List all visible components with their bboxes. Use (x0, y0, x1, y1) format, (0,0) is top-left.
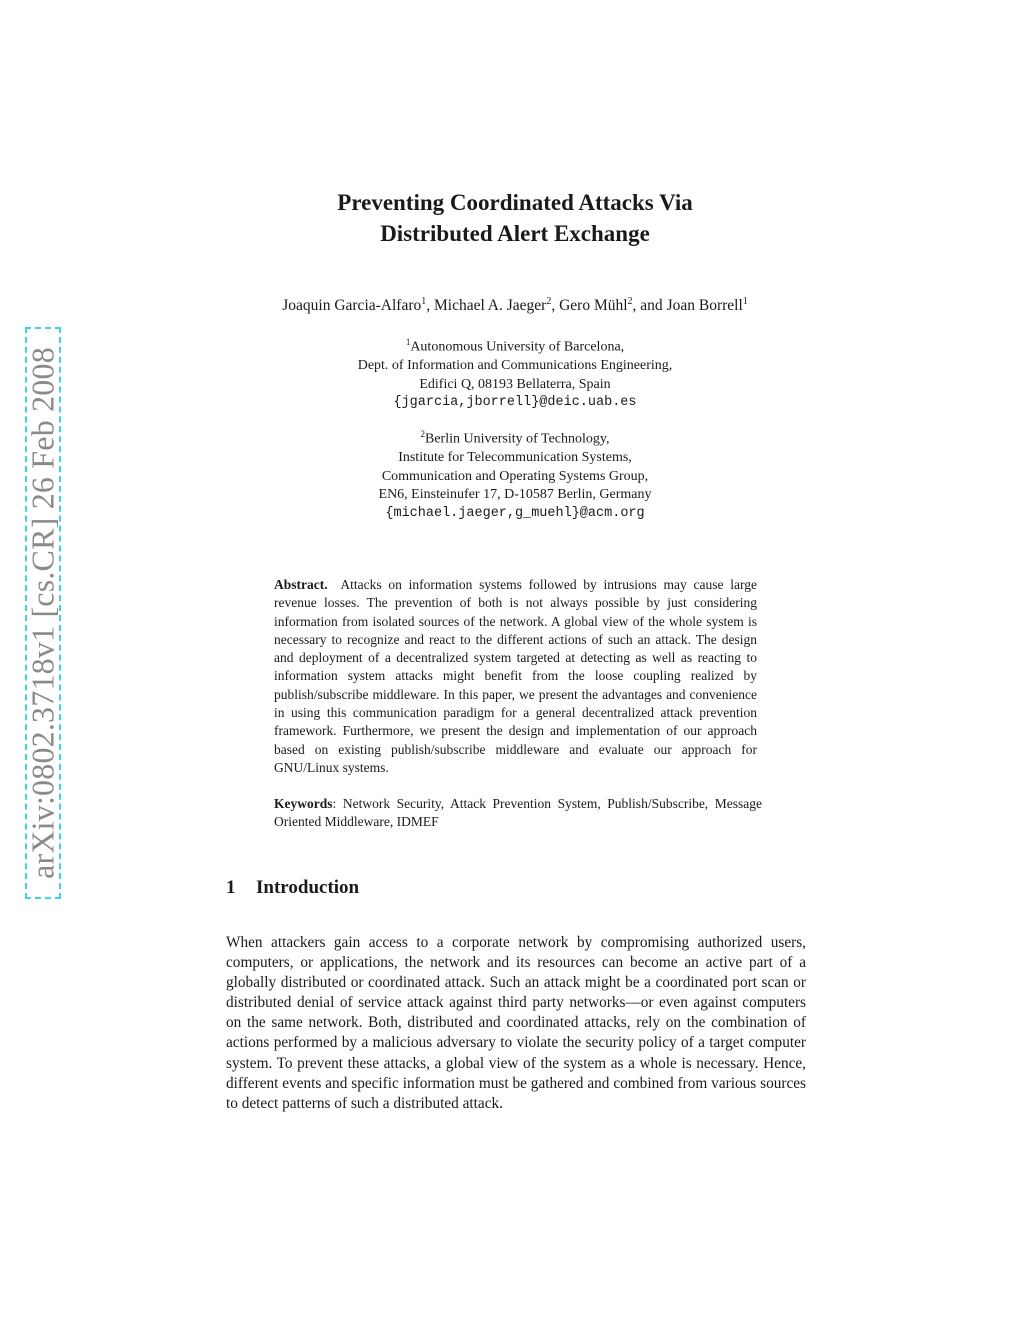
affiliation-2 (250, 425, 780, 523)
section-title: Introduction (256, 877, 360, 898)
keywords-label: Keywords (274, 796, 333, 811)
arxiv-stamp[interactable]: arXiv:0802.3718v1 [cs.CR] 26 Feb 2008 (24, 347, 61, 879)
author-affil-mark: 2 (546, 296, 552, 307)
author-name: Gero Mühl (559, 297, 628, 315)
keywords (274, 795, 762, 832)
abstract-label: Abstract. (274, 577, 328, 592)
title-line-2: Distributed Alert Exchange (380, 221, 650, 246)
affiliation-line: Communication and Operating Systems Group, (381, 468, 649, 484)
author-name: Michael A. Jaeger (434, 297, 547, 315)
section-heading-introduction (226, 877, 359, 899)
author-affil-mark: 1 (742, 296, 748, 307)
abstract (274, 576, 757, 777)
affiliation-number: 1 (405, 337, 411, 347)
author-affil-mark: 1 (421, 296, 427, 307)
paper-title (220, 187, 810, 249)
author-separator: , (426, 297, 434, 315)
section-number: 1 (226, 877, 236, 898)
title-line-1: Preventing Coordinated Attacks Via (337, 190, 693, 215)
abstract-text: Attacks on information systems followed by intrusions may cause large revenue losses. The prevention of both is not always possible by just considering information from isolated sources of the network. A global view of the whole system is necessary to recognize and react to the different actions of such an attack. The design and deployment of a decentralized system targeted at detecting as well as reacting to information system attacks might benefit from the loose coupling realized by publish/subscribe middleware. In this paper, we present the advantages and convenience in using this communication paradigm for a general decentralized attack prevention framework. Furthermore, we present the design and implementation of our approach based on existing publish/subscribe middleware and evaluate our approach for GNU/Linux systems. (274, 577, 757, 775)
author-separator: , and (632, 297, 667, 315)
affiliation-email: {jgarcia,jborrell}@deic.uab.es (393, 395, 637, 411)
introduction-text: When attackers gain access to a corporate network by compromising authorized users, computers, or applications, the network and its resources can become an active part of a globally distributed or coordinated attack. Such an attack might be a coordinated port scan or distributed denial of service attack against third party networks—or even against computers on the same network. Both, distributed and coordinated attacks, rely on the combination of actions performed by a malicious adversary to violate the security policy of a target computer system. To prevent these attacks, a global view of the system as a whole is necessary. Hence, different events and specific information must be gathered and combined from various sources to detect patterns of such a distributed attack. (226, 934, 806, 1112)
affiliation-line: EN6, Einsteinufer 17, D-10587 Berlin, Germany (378, 487, 652, 503)
author-name: Joaquin Garcia-Alfaro (282, 297, 422, 315)
keywords-text: : Network Security, Attack Prevention System, Publish/Subscribe, Message Oriented Middleware, IDMEF (274, 796, 762, 830)
author-list (200, 296, 830, 315)
affiliation-1 (250, 333, 780, 413)
affiliation-line: Dept. of Information and Communications Engineering, (357, 358, 673, 374)
affiliation-email: {michael.jaeger,g_muehl}@acm.org (385, 505, 645, 521)
affiliation-number: 2 (420, 429, 425, 439)
affiliation-line: Institute for Telecommunication Systems, (398, 450, 632, 466)
affiliation-line: Autonomous University of Barcelona, (410, 339, 625, 355)
affiliation-line: Berlin University of Technology, (425, 431, 610, 447)
author-separator: , (551, 297, 560, 315)
affiliation-line: Edifici Q, 08193 Bellaterra, Spain (419, 376, 611, 392)
introduction-paragraph (226, 933, 806, 1114)
author-name: Joan Borrell (666, 297, 743, 315)
author-affil-mark: 2 (627, 296, 633, 307)
